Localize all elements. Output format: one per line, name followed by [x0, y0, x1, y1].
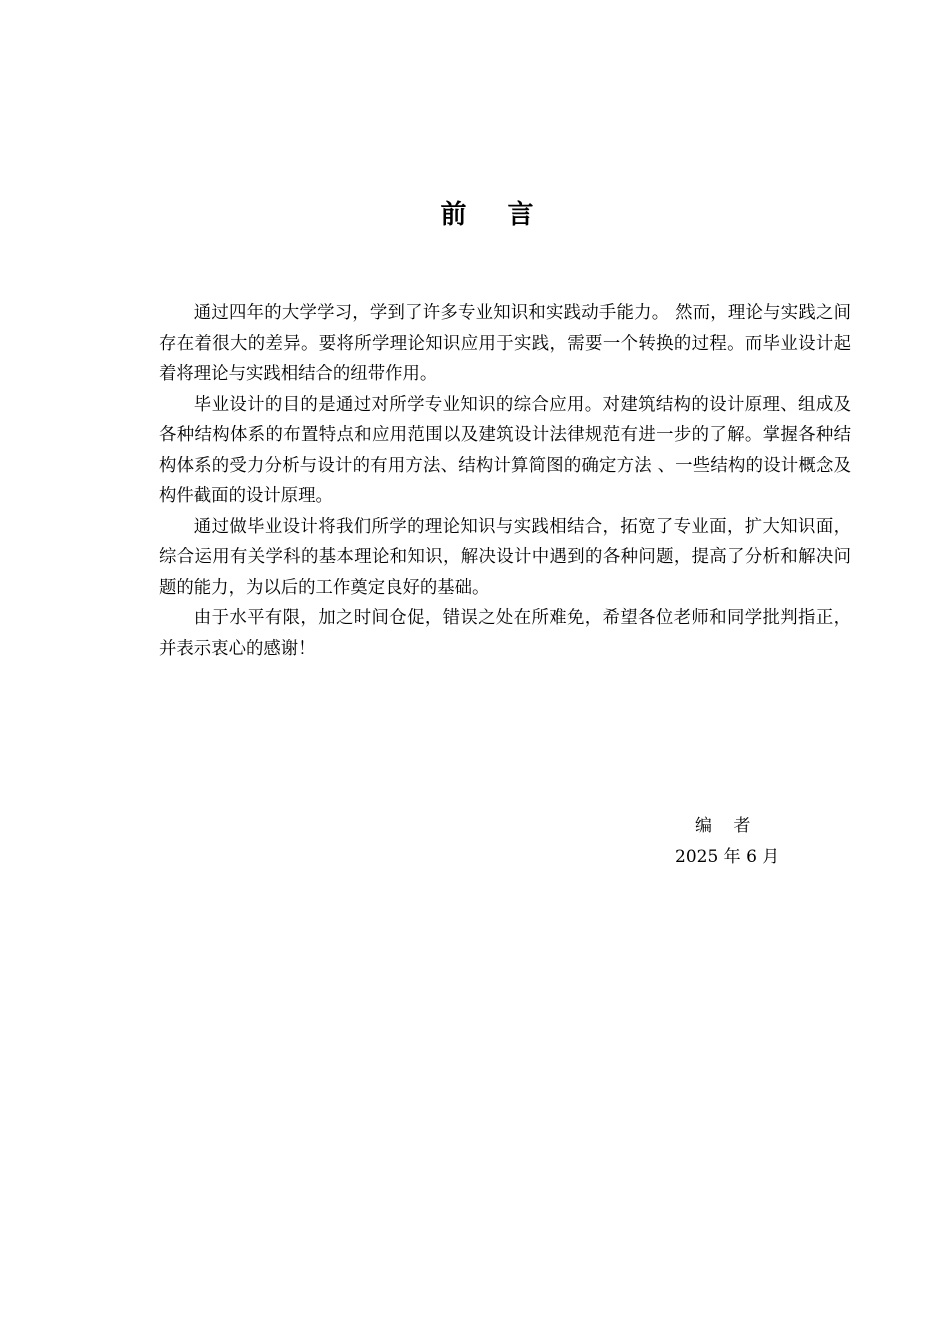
paragraph-3: 通过做毕业设计将我们所学的理论知识与实践相结合，拓宽了专业面，扩大知识面，综合运用有关学科的基本理论和知识，解决设计中遇到的各种问题，提高了分析和解决问题的能力，为以后的工作奠定良好的基础。	[159, 516, 851, 598]
signature-block	[640, 811, 800, 873]
preface-body	[159, 298, 851, 664]
signature-editor: 编 者	[695, 816, 759, 836]
paragraph-1: 通过四年的大学学习，学到了许多专业知识和实践动手能力。 然而，理论与实践之间存在着很大的差异。要将所学理论知识应用于实践，需要一个转换的过程。而毕业设计起着将理论与实践相结合的纽带作用。	[159, 303, 851, 384]
page-title: 前 言	[440, 200, 550, 230]
paragraph-4: 由于水平有限，加之时间仓促，错误之处在所难免，希望各位老师和同学批判指正，并表示衷心的感谢！	[159, 608, 851, 659]
signature-date: 2025 年 6 月	[675, 847, 780, 867]
paragraph-2: 毕业设计的目的是通过对所学专业知识的综合应用。对建筑结构的设计原理、组成及各种结构体系的布置特点和应用范围以及建筑设计法律规范有进一步的了解。掌握各种结构体系的受力分析与设计的有用方法、结构计算简图的确定方法 、一些结构的设计概念及构件截面的设计原理。	[159, 394, 851, 506]
